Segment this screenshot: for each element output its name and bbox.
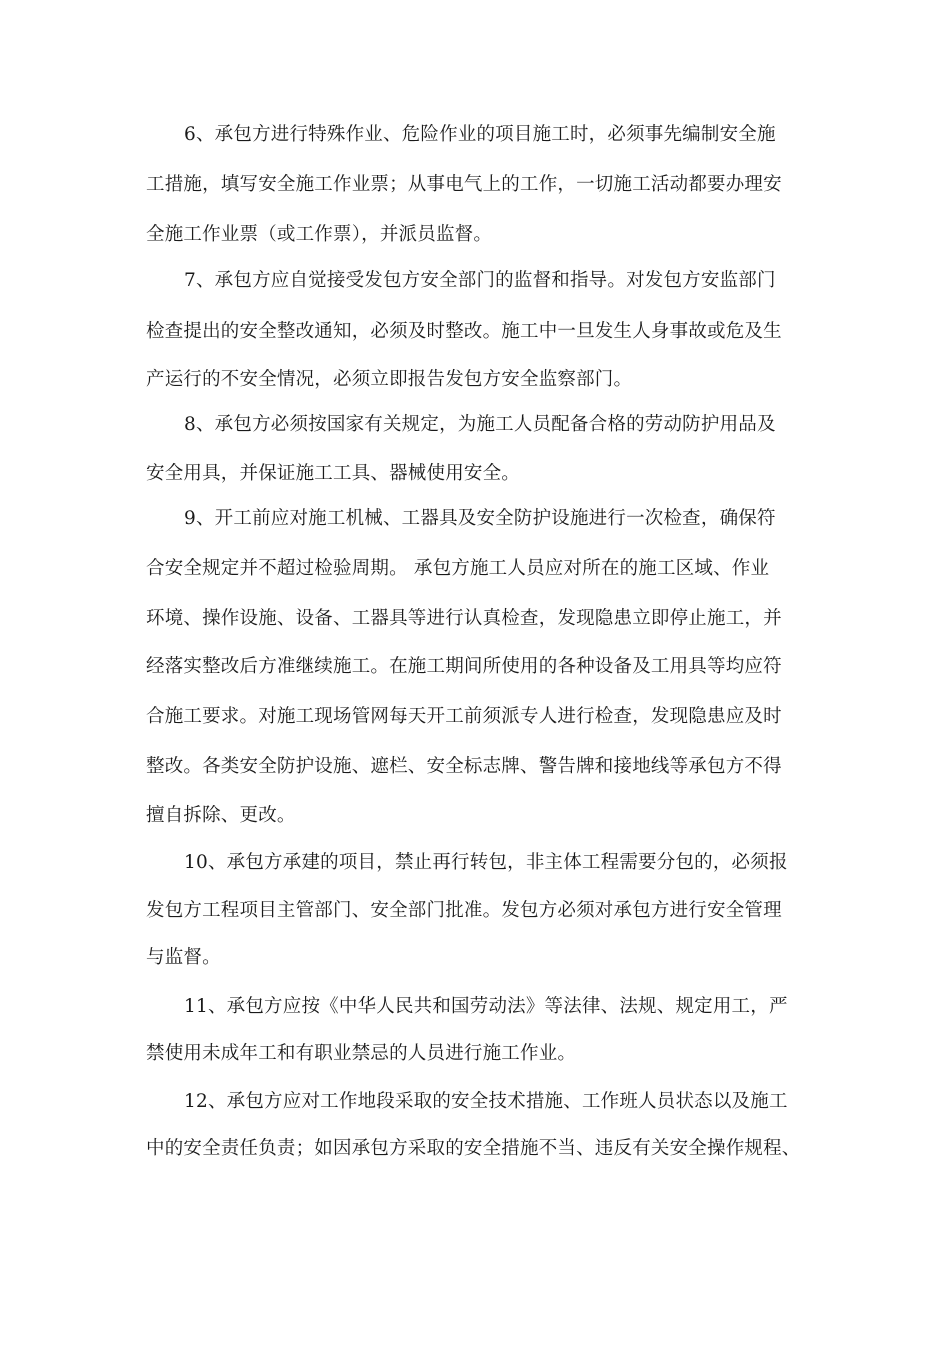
paragraph-11-line-1: 11、承包方应按《中华人民共和国劳动法》等法律、法规、规定用工，严 <box>184 996 788 1017</box>
paragraph-9-line-5: 合施工要求。对施工现场管网每天开工前须派专人进行检查，发现隐患应及时 <box>146 706 782 727</box>
paragraph-9-line-4: 经落实整改后方准继续施工。在施工期间所使用的各种设备及工用具等均应符 <box>146 656 782 677</box>
paragraph-10-line-2: 发包方工程项目主管部门、安全部门批准。发包方必须对承包方进行安全管理 <box>146 900 782 921</box>
paragraph-12-line-2: 中的安全责任负责；如因承包方采取的安全措施不当、违反有关安全操作规程、 <box>146 1138 801 1159</box>
paragraph-7-line-1: 7、承包方应自觉接受发包方安全部门的监督和指导。对发包方安监部门 <box>184 270 776 291</box>
paragraph-8-line-1: 8、承包方必须按国家有关规定，为施工人员配备合格的劳动防护用品及 <box>184 414 776 435</box>
paragraph-9-line-2: 合安全规定并不超过检验周期。 承包方施工人员应对所在的施工区域、作业 <box>146 558 770 579</box>
paragraph-11-line-2: 禁使用未成年工和有职业禁忌的人员进行施工作业。 <box>146 1043 577 1064</box>
paragraph-9-line-3: 环境、操作设施、设备、工器具等进行认真检查，发现隐患立即停止施工，并 <box>146 608 782 629</box>
paragraph-10-line-1: 10、承包方承建的项目，禁止再行转包，非主体工程需要分包的，必须报 <box>184 852 788 873</box>
paragraph-7-line-3: 产运行的不安全情况，必须立即报告发包方安全监察部门。 <box>146 369 633 390</box>
paragraph-12-line-1: 12、承包方应对工作地段采取的安全技术措施、工作班人员状态以及施工 <box>184 1091 788 1112</box>
paragraph-6-line-1: 6、承包方进行特殊作业、危险作业的项目施工时，必须事先编制安全施 <box>184 124 776 145</box>
paragraph-9-line-7: 擅自拆除、更改。 <box>146 805 296 826</box>
paragraph-10-line-3: 与监督。 <box>146 947 221 968</box>
paragraph-6-line-3: 全施工作业票（或工作票），并派员监督。 <box>146 224 493 245</box>
paragraph-9-line-6: 整改。各类安全防护设施、遮栏、安全标志牌、警告牌和接地线等承包方不得 <box>146 756 782 777</box>
paragraph-8-line-2: 安全用具，并保证施工工具、器械使用安全。 <box>146 463 521 484</box>
paragraph-9-line-1: 9、开工前应对施工机械、工器具及安全防护设施进行一次检查，确保符 <box>184 508 776 529</box>
paragraph-7-line-2: 检查提出的安全整改通知，必须及时整改。施工中一旦发生人身事故或危及生 <box>146 321 782 342</box>
paragraph-6-line-2: 工措施，填写安全施工作业票；从事电气上的工作，一切施工活动都要办理安 <box>146 174 782 195</box>
